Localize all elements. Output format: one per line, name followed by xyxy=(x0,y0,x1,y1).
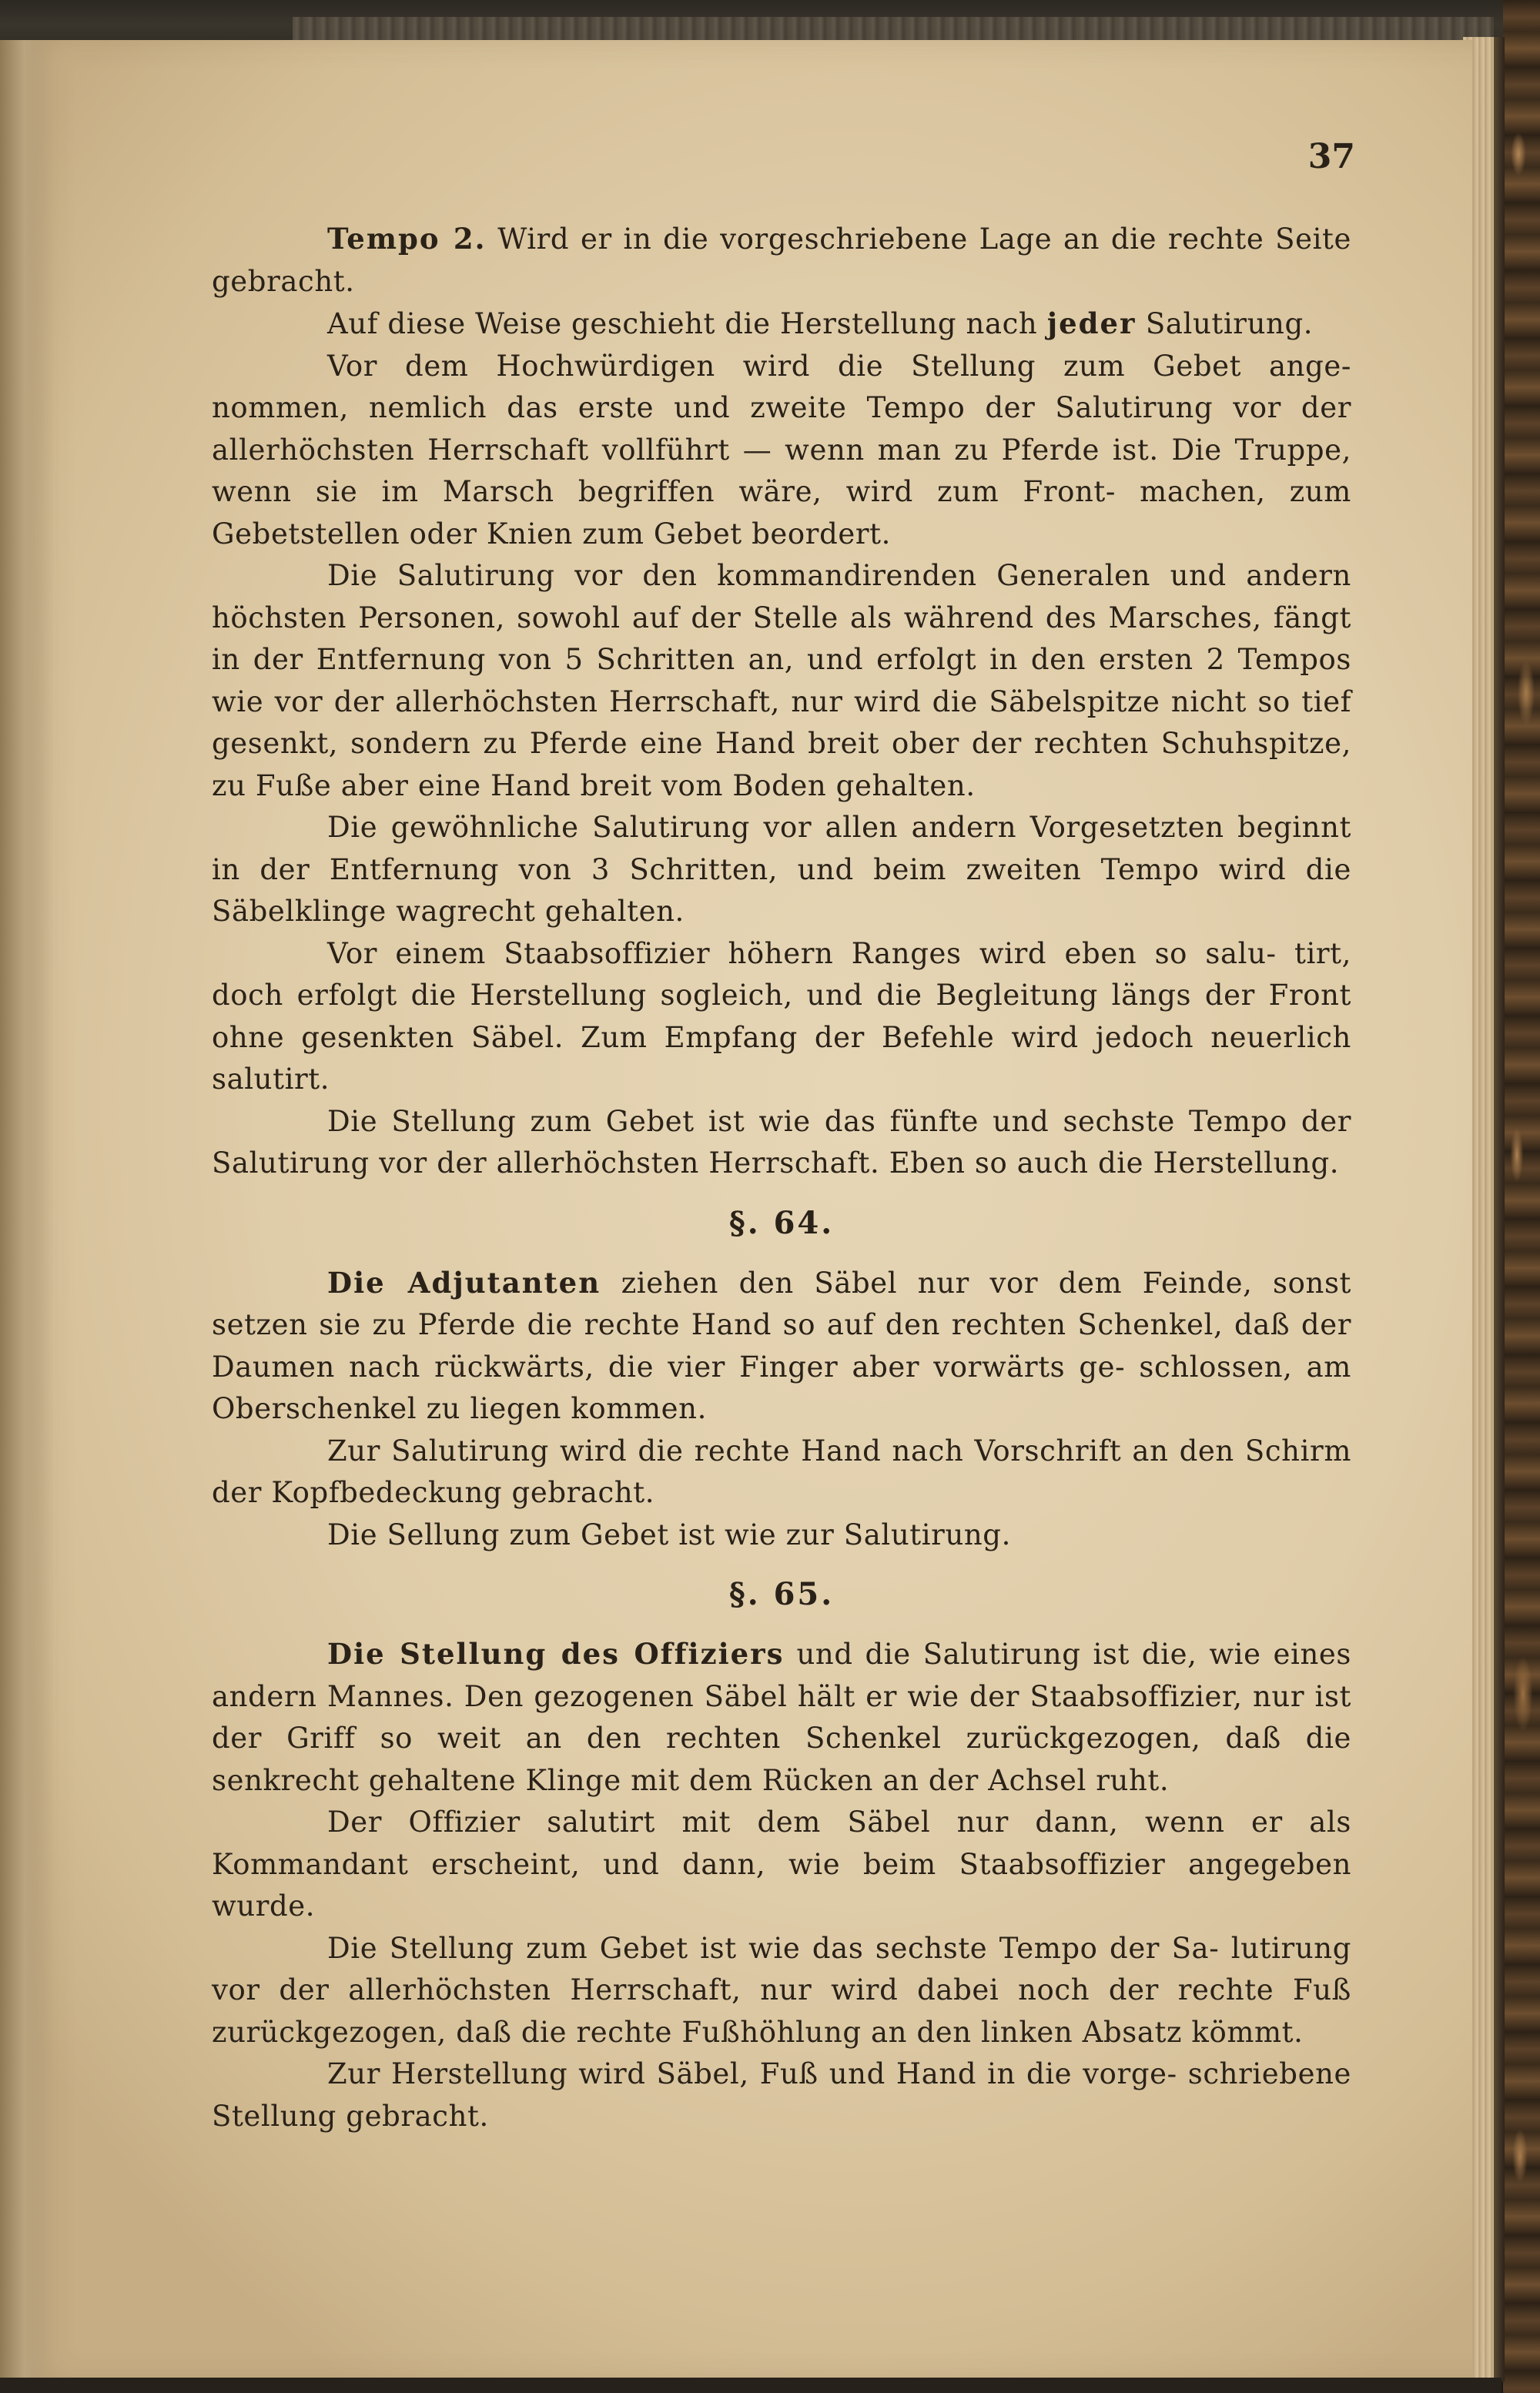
paragraph-tempo-2 xyxy=(212,218,1351,303)
section-heading-65: §. 65. xyxy=(728,1576,835,1612)
paragraph-text: Wird er in die vorgeschriebene Lage an die rechte Seite gebracht. xyxy=(212,223,1351,298)
paragraph-text: und die Salutirung ist die, wie eines andern Mannes. Den gezogenen Säbel hält er wie der Staabsoffizier, nur ist der Griff so weit an den rechten Schenkel zurückgezogen, daß die senkrecht gehaltene Klinge mit dem Rücken an der Achsel ruht. xyxy=(212,1638,1351,1797)
page-edges-shadow xyxy=(1494,37,1505,2381)
paragraph-lead: Tempo 2. xyxy=(327,222,487,256)
page-gutter xyxy=(0,40,54,2381)
paragraph-herstellung-final: Zur Herstellung wird Säbel, Fuß und Hand in die vorge- schriebene Stellung gebracht. xyxy=(212,2057,1351,2133)
page-number: 37 xyxy=(1307,137,1355,176)
paragraph-gebet-offizier: Die Stellung zum Gebet ist wie das sechste Tempo der Sa- lutirung vor der allerhöchsten Herrschaft, nur wird dabei noch der rechte Fuß zurückgezogen, daß die rechte Fußhöhlung an den linken Absatz kömmt. xyxy=(212,1931,1351,2049)
paragraph-lead: Die Stellung des Offiziers xyxy=(327,1637,785,1671)
paragraph-sellung: Die Sellung zum Gebet ist wie zur Salutirung. xyxy=(327,1518,1011,1551)
marbled-cover-edge xyxy=(1503,0,1540,2393)
paragraph-text: Auf diese Weise geschieht die Herstellung nach xyxy=(327,307,1047,340)
paragraph-text-after: Salutirung. xyxy=(1136,307,1314,340)
paragraph-generalen: Die Salutirung vor den kommandirenden Generalen und andern höchsten Personen, sowohl auf der Stelle als während des Marsches, fängt in der Entfernung von 5 Schritten an, und erfolgt in den ersten 2 Tempos wie vor der allerhöchsten Herrschaft, nur wird die Säbelspitze nicht so tief gesenkt, sondern zu Pferde eine Hand breit ober der rechten Schuhspitze, zu Fuße aber eine Hand breit vom Boden gehalten. xyxy=(212,559,1351,802)
paragraph-offiziers xyxy=(212,1633,1351,1802)
section-heading-64: §. 64. xyxy=(728,1204,835,1241)
paragraph-salutirung-hand: Zur Salutirung wird die rechte Hand nach Vorschrift an den Schirm der Kopfbedeckung gebracht. xyxy=(212,1434,1351,1509)
book-bottom-edge xyxy=(0,2378,1502,2393)
text-block-top xyxy=(212,218,1351,2137)
paragraph-emphasis: jeder xyxy=(1046,306,1137,340)
cover-top-edge xyxy=(293,17,1494,43)
paragraph-adjutanten xyxy=(212,1262,1351,1431)
paragraph-lead: Die Adjutanten xyxy=(327,1265,601,1300)
paragraph-staabsoffizier: Vor einem Staabsoffizier höhern Ranges wird eben so salu- tirt, doch erfolgt die Herstellung sogleich, und die Begleitung längs der Front ohne gesenkten Säbel. Zum Empfang der Befehle wird jedoch neuerlich salutirt. xyxy=(212,936,1351,1096)
paragraph-kommandant: Der Offizier salutirt mit dem Säbel nur dann, wenn er als Kommandant erscheint, und dann, wie beim Staabsoffizier angegeben wurde. xyxy=(212,1806,1351,1923)
paragraph-gebet: Die Stellung zum Gebet ist wie das fünfte und sechste Tempo der Salutirung vor der allerhöchsten Herrschaft. Eben so auch die Herstellung. xyxy=(212,1104,1351,1180)
paragraph-vorgesetzten: Die gewöhnliche Salutirung vor allen andern Vorgesetzten beginnt in der Entfernung von 3 Schritten, und beim zweiten Tempo wird die Säbelklinge wagrecht gehalten. xyxy=(212,811,1351,928)
paragraph-hochwuerdigen: Vor dem Hochwürdigen wird die Stellung zum Gebet ange- nommen, nemlich das erste und zweite Tempo der Salutirung vor der allerhöchsten Herrschaft vollführt — wenn man zu Pferde ist. Die Truppe, wenn sie im Marsch begriffen wäre, wird zum Front- machen, zum Gebetstellen oder Knien zum Gebet beordert. xyxy=(212,349,1351,551)
paragraph-text: ziehen den Säbel nur vor dem Feinde, sonst setzen sie zu Pferde die rechte Hand so auf den rechten Schenkel, daß der Daumen nach rückwärts, die vier Finger aber vorwärts ge- schlossen, am Oberschenkel zu liegen kommen. xyxy=(212,1266,1352,1425)
paragraph-herstellung xyxy=(212,303,1351,346)
